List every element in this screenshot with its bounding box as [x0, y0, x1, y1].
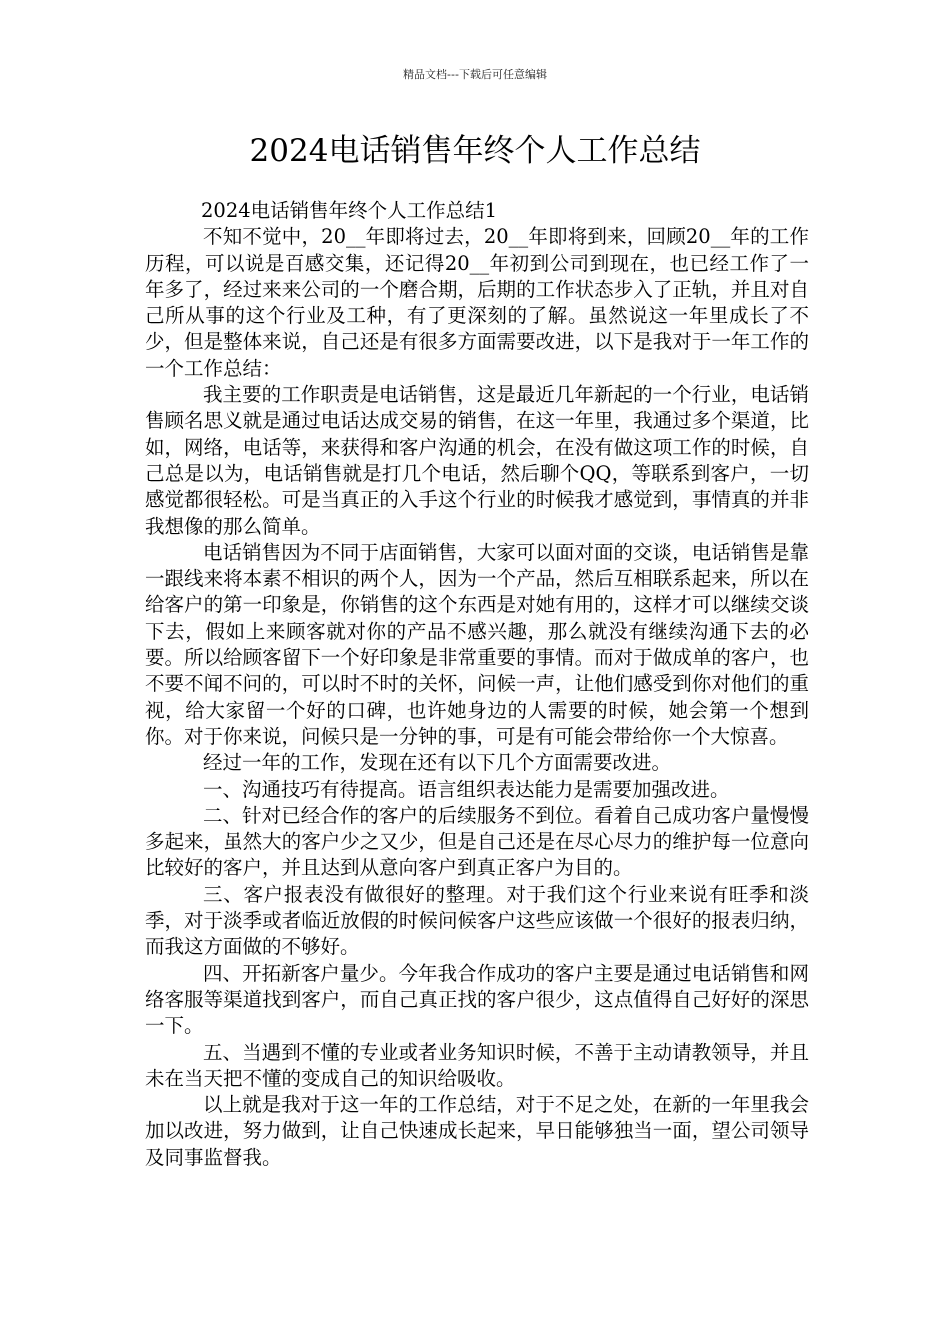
paragraph-improvement-1: 一、沟通技巧有待提高。语言组织表达能力是需要加强改进。 [203, 777, 730, 801]
paragraph-conclusion: 以上就是我对于这一年的工作总结，对于不足之处，在新的一年里我会加以改进，努力做到，让自己快速成长起来，早日能够独当一面，望公司领导及同事监督我。 [145, 1093, 809, 1169]
paragraph-improvements-intro: 经过一年的工作，发现在还有以下几个方面需要改进。 [203, 751, 672, 775]
document-body [145, 198, 809, 1171]
paragraph-improvement-5: 五、当遇到不懂的专业或者业务知识时候，不善于主动请教领导，并且未在当天把不懂的变成自己的知识给吸收。 [145, 1040, 809, 1090]
paragraph-improvement-2: 二、针对已经合作的客户的后续服务不到位。看着自己成功客户量慢慢多起来，虽然大的客户少之又少，但是自己还是在尽心尽力的维护每一位意向比较好的客户，并且达到从意向客户到真正客户为目的。 [145, 803, 809, 880]
paragraph-improvement-4: 四、开拓新客户量少。今年我合作成功的客户主要是通过电话销售和网络客服等渠道找到客户，而自己真正找的客户很少，这点值得自己好好的深思一下。 [145, 961, 809, 1038]
paragraph-intro: 不知不觉中，20__年即将过去，20__年即将到来，回顾20__年的工作历程，可以说是百感交集，还记得20__年初到公司到现在，也已经工作了一年多了，经过来来公司的一个磨合期，后期的工作状态步入了正轨，并且对自己所从事的这个行业及工种，有了更深刻的了解。虽然说这一年里成长了不少，但是整体来说，自己还是有很多方面需要改进，以下是我对于一年工作的一个工作总结： [145, 225, 809, 380]
paragraph-improvement-3: 三、客户报表没有做很好的整理。对于我们这个行业来说有旺季和淡季，对于淡季或者临近放假的时候问候客户这些应该做一个很好的报表归纳，而我这方面做的不够好。 [145, 882, 809, 959]
section-subtitle: 2024电话销售年终个人工作总结1 [201, 199, 498, 222]
page-header: 精品文档---下载后可任意编辑 [403, 68, 547, 81]
paragraph-duties: 我主要的工作职责是电话销售，这是最近几年新起的一个行业，电话销售顾名思义就是通过电话达成交易的销售，在这一年里，我通过多个渠道，比如，网络，电话等，来获得和客户沟通的机会，在没有做这项工作的时候，自己总是以为，电话销售就是打几个电话，然后聊个QQ，等联系到客户，一切感觉都很轻松。可是当真正的入手这个行业的时候我才感觉到，事情真的并非我想像的那么简单。 [145, 383, 809, 538]
document-title: 2024电话销售年终个人工作总结 [249, 133, 701, 169]
paragraph-phone-sales: 电话销售因为不同于店面销售，大家可以面对面的交谈，电话销售是靠一跟线来将本素不相识的两个人，因为一个产品，然后互相联系起来，所以在给客户的第一印象是，你销售的这个东西是对她有用的，这样才可以继续交谈下去，假如上来顾客就对你的产品不感兴趣，那么就没有继续沟通下去的必要。所以给顾客留下一个好印象是非常重要的事情。而对于做成单的客户，也不要不闻不问的，可以时不时的关怀，问候一声，让他们感受到你对他们的重视，给大家留一个好的口碑，也许她身边的人需要的时候，她会第一个想到你。对于你来说，问候只是一分钟的事，可是有可能会带给你一个大惊喜。 [145, 540, 809, 748]
